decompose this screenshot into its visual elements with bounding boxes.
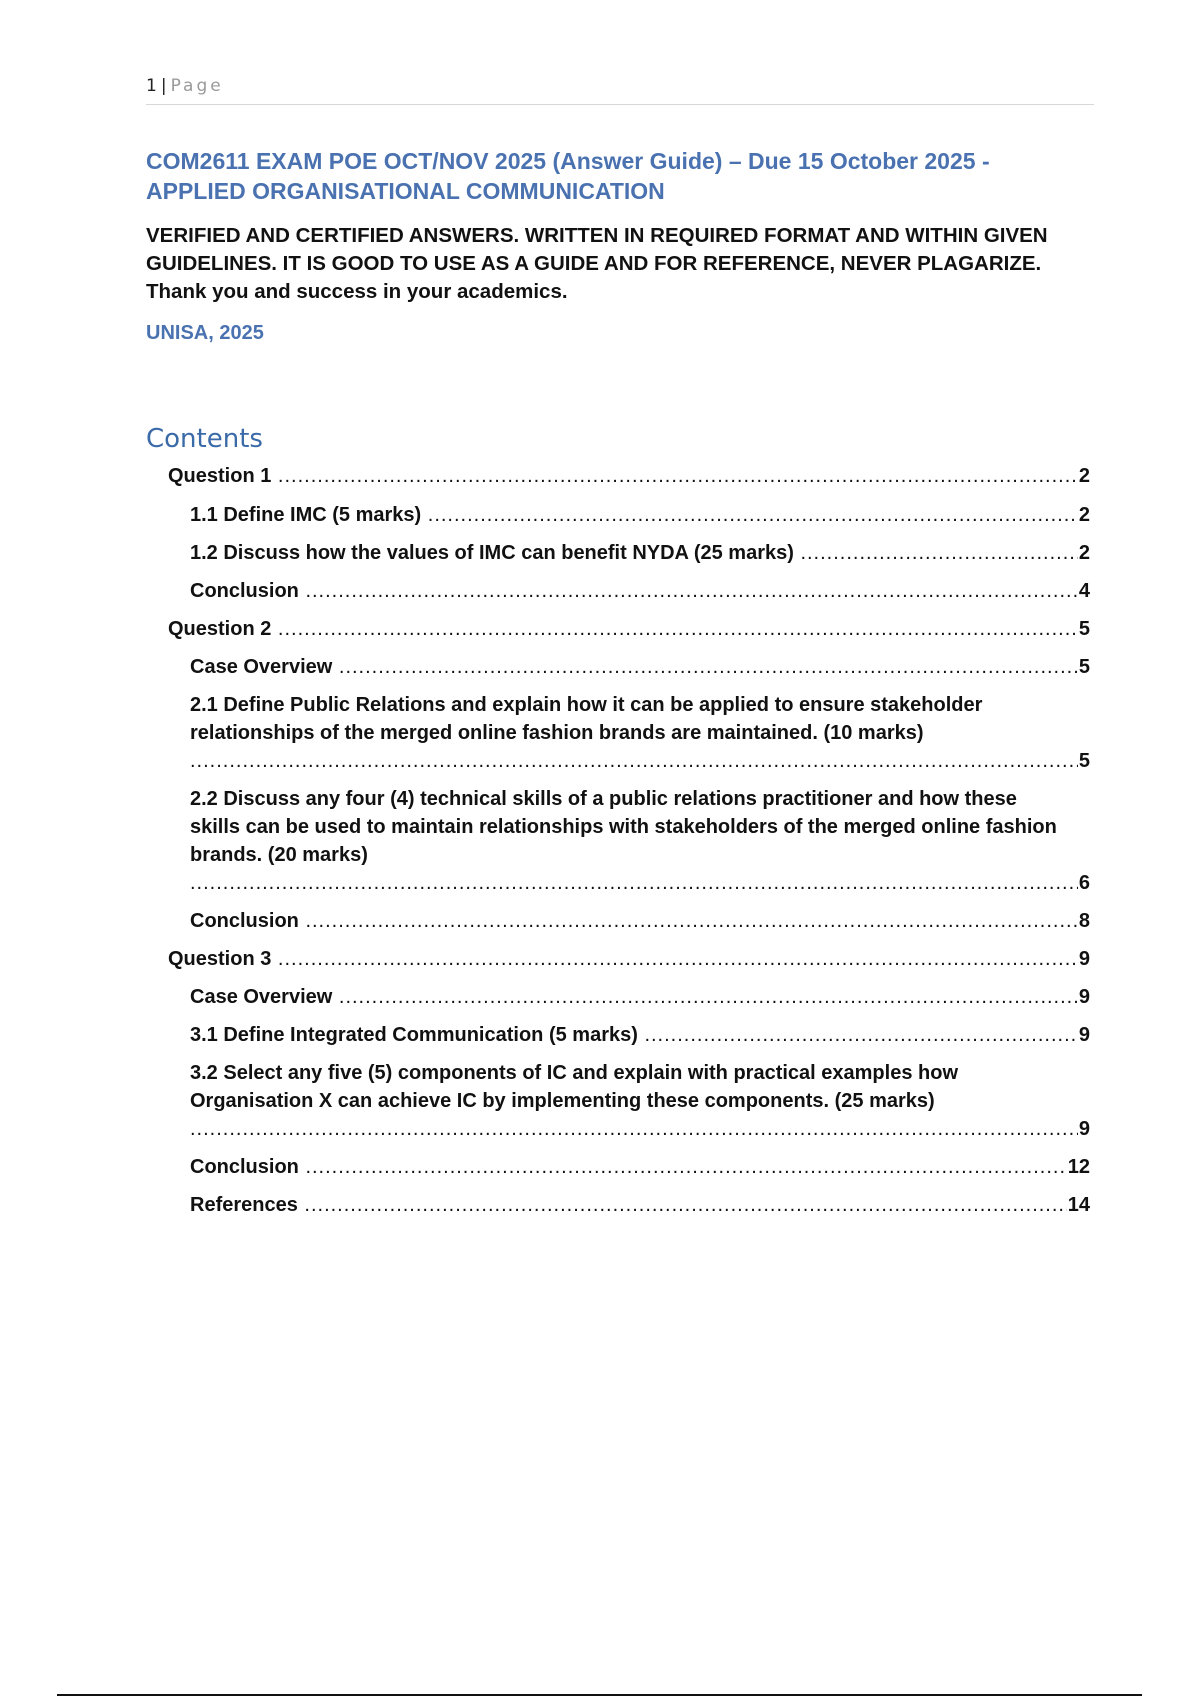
toc-entry-text: 2.1 Define Public Relations and explain how it can be applied to ensure stakeholder relationships of the merged online fashion brands are maintained. (10 marks) ..... [190, 691, 1090, 775]
page-header [146, 76, 1094, 105]
page-number: 1 [146, 76, 157, 96]
toc-entry-page: 9 [1078, 983, 1090, 1011]
page-separator: | [160, 76, 167, 96]
toc-entry-case-overview-2[interactable] [190, 653, 1090, 681]
toc-entry-page: 5 [1078, 615, 1090, 643]
toc-entry-text: Conclusion ..... [190, 577, 1090, 605]
toc-entry-page: 14 [1067, 1191, 1090, 1219]
toc-entry-conclusion-1[interactable] [190, 577, 1090, 605]
toc-entry-page: 5 [1078, 747, 1090, 775]
toc-entry-question-1[interactable] [168, 462, 1090, 490]
page-bottom-border [57, 1694, 1142, 1696]
toc-entry-page: 8 [1078, 907, 1090, 935]
contents-heading: Contents [146, 424, 263, 454]
toc-entry-3-2[interactable] [190, 1059, 1090, 1143]
toc-entry-case-overview-3[interactable] [190, 983, 1090, 1011]
intro-paragraph: VERIFIED AND CERTIFIED ANSWERS. WRITTEN IN REQUIRED FORMAT AND WITHIN GIVEN GUIDELINES. IT IS GOOD TO USE AS A GUIDE AND FOR REFERENCE, NEVER PLAGARIZE. Thank you and success in your academics. [146, 224, 1048, 303]
toc-entry-page: 9 [1078, 945, 1090, 973]
organisation-year: UNISA, 2025 [146, 322, 264, 344]
toc-entry-text: 3.1 Define Integrated Communication (5 marks) ..... [190, 1021, 1090, 1049]
toc-entry-3-1[interactable] [190, 1021, 1090, 1049]
toc-entry-question-3[interactable] [168, 945, 1090, 973]
toc-entry-2-1[interactable] [190, 691, 1090, 775]
toc-entry-question-2[interactable] [168, 615, 1090, 643]
toc-entry-references[interactable] [190, 1191, 1090, 1219]
toc-entry-text: Question 1 ..... [168, 462, 1090, 490]
toc-entry-page: 6 [1078, 869, 1090, 897]
toc-entry-2-2[interactable] [190, 785, 1090, 897]
toc-entry-page: 12 [1067, 1153, 1090, 1181]
toc-entry-text: 1.2 Discuss how the values of IMC can benefit NYDA (25 marks) ..... [190, 539, 1090, 567]
toc-entry-text: 3.2 Select any five (5) components of IC and explain with practical examples how Organisation X can achieve IC by implementing these components. (25 marks) ..... [190, 1059, 1090, 1143]
toc-entry-text: Case Overview ..... [190, 983, 1090, 1011]
document-title: COM2611 EXAM POE OCT/NOV 2025 (Answer Guide) – Due 15 October 2025 - APPLIED ORGANISATIONAL COMMUNICATION [146, 148, 990, 204]
toc-entry-text: 1.1 Define IMC (5 marks) ..... [190, 501, 1090, 529]
toc-entry-text: Conclusion ..... [190, 1153, 1090, 1181]
toc-entry-page: 2 [1078, 539, 1090, 567]
toc-entry-page: 2 [1078, 501, 1090, 529]
toc-entry-text: Question 2 ..... [168, 615, 1090, 643]
toc-entry-1-2[interactable] [190, 539, 1090, 567]
toc-entry-text: References ..... [190, 1191, 1090, 1219]
toc-entry-text: Case Overview ..... [190, 653, 1090, 681]
toc-entry-text: Question 3 ..... [168, 945, 1090, 973]
toc-entry-conclusion-2[interactable] [190, 907, 1090, 935]
page-word: Page [170, 76, 224, 96]
toc-entry-page: 9 [1078, 1021, 1090, 1049]
toc-entry-page: 4 [1078, 577, 1090, 605]
table-of-contents [146, 462, 1090, 1229]
toc-entry-page: 2 [1078, 462, 1090, 490]
toc-entry-text: Conclusion ..... [190, 907, 1090, 935]
toc-entry-text: 2.2 Discuss any four (4) technical skills of a public relations practitioner and how these skills can be used to maintain relationships with stakeholders of the merged online fashion brands. (20 marks) ..... [190, 785, 1090, 897]
toc-entry-conclusion-3[interactable] [190, 1153, 1090, 1181]
toc-entry-1-1[interactable] [190, 501, 1090, 529]
toc-entry-page: 5 [1078, 653, 1090, 681]
toc-entry-page: 9 [1078, 1115, 1090, 1143]
